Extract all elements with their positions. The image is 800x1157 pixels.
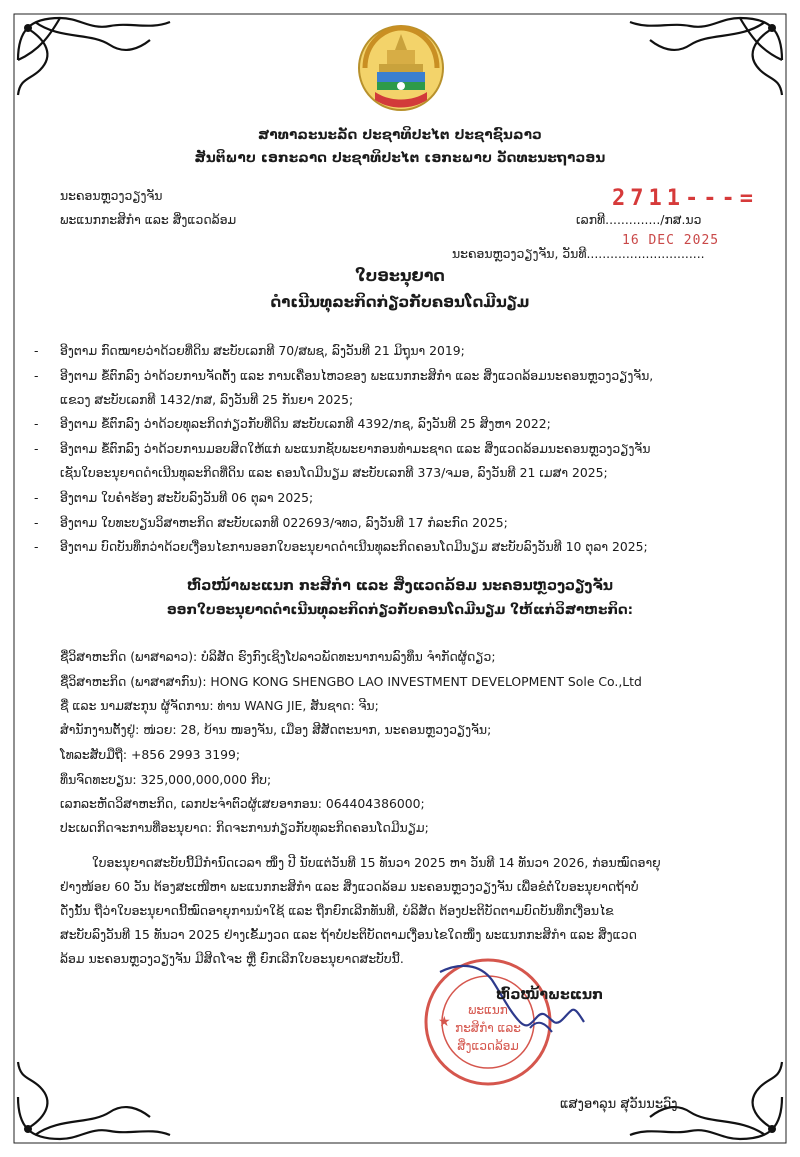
company-activity-type: ປະເພດກິດຈະການທີ່ອະນຸຍາດ: ກິດຈະການກ່ຽວກັບທຸລະກິດຄອນໂດມີນຽມ; <box>60 820 429 835</box>
svg-text:ສິ່ງແວດລ້ອມ: ສິ່ງແວດລ້ອມ <box>457 1039 519 1053</box>
reference-number <box>576 212 701 228</box>
registration-number-stamp: 2711---= <box>612 186 758 211</box>
signatory-title: ຫົວໜ້າພະແນກ <box>496 987 604 1003</box>
validity-line: ດັ່ງນັ້ນ ຖືວ່າໃບອະນຸຍາດນີ້ໝົດອາຍຸການນໍາໃຊ້ ແລະ ຖືກຍົກເລີກທັນທີ, ບໍລິສັດ ຕ້ອງປະຕິບັດຕາມບົດບັນທຶກເງື່ອນໄຂ <box>60 903 614 918</box>
document-title: ໃບອະນຸຍາດ <box>355 266 445 285</box>
svg-text:★: ★ <box>438 1014 451 1030</box>
legal-basis-item-cont: ເຊັນໃບອະນຸຍາດດໍາເນີນທຸລະກິດທີ່ດິນ ແລະ ຄອນໂດມີນຽມ ສະບັບເລກທີ 373/ຈມອ, ລົງວັນທີ 21 ເມສາ 2025; <box>60 465 608 480</box>
official-seal <box>420 952 590 1092</box>
grant-heading: ຫົວໜ້າພະແນກ ກະສິກໍາ ແລະ ສິ່ງແວດລ້ອມ ນະຄອນຫຼວງວຽງຈັນ <box>186 578 613 594</box>
svg-text:ກະສິກໍາ ແລະ: ກະສິກໍາ ແລະ <box>455 1021 521 1035</box>
reference-number-suffix: /ກສ.ນວ <box>660 212 702 227</box>
national-motto: ສັນຕິພາບ ເອກະລາດ ປະຊາທິປະໄຕ ເອກະພາບ ວັດທະນະຖາວອນ <box>194 150 606 166</box>
company-manager: ຊື່ ແລະ ນາມສະກຸນ ຜູ້ຈັດການ: ທ່ານ WANG JIE, ສັນຊາດ: ຈີນ; <box>60 698 379 713</box>
company-capital: ທຶນຈົດທະບຽນ: 325,000,000,000 ກີບ; <box>60 772 272 787</box>
company-address: ສໍານັກງານຕັ້ງຢູ່: ໜ່ວຍ: 28, ບ້ານ ໜອງຈັນ, ເມືອງ ສີສັດຕະນາກ, ນະຄອນຫຼວງວຽງຈັນ; <box>60 722 492 737</box>
document-subtitle: ດໍາເນີນທຸລະກິດກ່ຽວກັບຄອນໂດມີນຽມ <box>270 293 530 311</box>
legal-basis-item: ອີງຕາມ ຂໍ້ຕົກລົງ ວ່າດ້ວຍການຈັດຕັ້ງ ແລະ ການເຄື່ອນໄຫວຂອງ ພະແນກກະສິກໍາ ແລະ ສິ່ງແວດລ້ອມນະຄອນຫຼວງວຽງຈັນ, <box>60 368 654 383</box>
validity-line: ໃບອະນຸຍາດສະບັບນີ້ມີກໍານົດເວລາ ໜຶ່ງ ປີ ນັບແຕ່ວັນທີ 15 ທັນວາ 2025 ຫາ ວັນທີ 14 ທັນວາ 2026, ກ່ອນໝົດອາຍຸ <box>92 855 661 870</box>
national-emblem <box>355 22 447 112</box>
legal-basis-item-cont: ແຂວງ ສະບັບເລກທີ 1432/ກສ, ລົງວັນທີ 25 ກັນຍາ 2025; <box>60 392 354 407</box>
company-name-lao: ຊື່ວິສາຫະກິດ (ພາສາລາວ): ບໍລິສັດ ຮົງກົງເຊິງໂປລາວພັດທະນາການລົງທຶນ ຈໍາກັດຜູ້ດຽວ; <box>60 649 496 664</box>
signatory-name: ແສງອາລຸນ ສຸວັນນະວົງ <box>560 1097 678 1112</box>
svg-text:ພະແນກ: ພະແນກ <box>468 1003 508 1017</box>
issuer-city: ນະຄອນຫຼວງວຽງຈັນ <box>60 188 163 203</box>
issuer-department: ພະແນກກະສິກໍາ ແລະ ສິ່ງແວດລ້ອມ <box>60 212 237 227</box>
company-tax-id: ເລກລະຫັດວິສາຫະກິດ, ເລກປະຈໍາຕົວຜູ້ເສຍອາກອນ: 064404386000; <box>60 796 425 811</box>
company-phone: ໂທລະສັບມືຖື: +856 2993 3199; <box>60 747 241 762</box>
legal-basis-item: ອີງຕາມ ຂໍ້ຕົກລົງ ວ່າດ້ວຍທຸລະກິດກ່ຽວກັບທີ່ດິນ ສະບັບເລກທີ 4392/ກຊ, ລົງວັນທີ 25 ສິງຫາ 2022; <box>60 416 551 431</box>
validity-line: ຢ່າງໜ້ອຍ 60 ວັນ ຕ້ອງສະເໜີຫາ ພະແນກກະສິກໍາ ແລະ ສິ່ງແວດລ້ອມ ນະຄອນຫຼວງວຽງຈັນ ເພື່ອຂໍຕໍ່ໃບອະນຸຍາດຖ້າບໍ່ <box>60 879 639 894</box>
date-stamp: 16 DEC 2025 <box>622 233 720 248</box>
place-date-label: ນະຄອນຫຼວງວຽງຈັນ, ວັນທີ <box>452 246 587 261</box>
place-date <box>452 246 705 262</box>
validity-line: ລ້ອມ ນະຄອນຫຼວງວຽງຈັນ ມີສິດໂຈະ ຫຼື ຍົກເລີກໃບອະນຸຍາດສະບັບນີ້. <box>60 951 404 966</box>
reference-number-dots: .............. <box>605 212 661 227</box>
legal-basis-item: ອີງຕາມ ຂໍ້ຕົກລົງ ວ່າດ້ວຍການມອບສິດໃຫ້ແກ່ ພະແນກຊັບພະຍາກອນທໍາມະຊາດ ແລະ ສິ່ງແວດລ້ອມນະຄອນຫຼວງວຽງຈັນ <box>60 441 651 456</box>
legal-basis-item: ອີງຕາມ ໃບທະບຽນວິສາຫະກິດ ສະບັບເລກທີ 022693/ຈທວ, ລົງວັນທີ 17 ກໍລະກົດ 2025; <box>60 515 508 530</box>
legal-basis-item: ອີງຕາມ ໃບຄໍາຮ້ອງ ສະບັບລົງວັນທີ 06 ຕຸລາ 2025; <box>60 490 314 505</box>
validity-line: ສະບັບລົງວັນທີ 15 ທັນວາ 2025 ຢ່າງເຂັ້ມງວດ ແລະ ຖ້າບໍ່ປະຕິບັດຕາມເງື່ອນໄຂໃດໜຶ່ງ ພະແນກກະສິກໍາ ແລະ ສິ່ງແວດ <box>60 927 637 942</box>
country-name: ສາທາລະນະລັດ ປະຊາທິປະໄຕ ປະຊາຊົນລາວ <box>258 127 542 143</box>
reference-number-label: ເລກທີ <box>576 212 606 227</box>
legal-basis-item: ອີງຕາມ ກົດໝາຍວ່າດ້ວຍທີ່ດິນ ສະບັບເລກທີ 70/ສພຊ, ລົງວັນທີ 21 ມິຖຸນາ 2019; <box>60 343 465 358</box>
company-name-intl: ຊື່ວິສາຫະກິດ (ພາສາສາກົນ): HONG KONG SHENGBO LAO INVESTMENT DEVELOPMENT Sole Co.,Ltd <box>60 674 642 689</box>
place-date-dots: .............................. <box>586 246 705 261</box>
legal-basis-item: ອີງຕາມ ບົດບັນທຶກວ່າດ້ວຍເງື່ອນໄຂການອອກໃບອະນຸຍາດດໍາເນີນທຸລະກິດຄອນໂດມີນຽມ ສະບັບລົງວັນທີ 10 ຕຸລາ 2025; <box>60 539 648 554</box>
grant-subheading: ອອກໃບອະນຸຍາດດໍາເນີນທຸລະກິດກ່ຽວກັບຄອນໂດມີນຽມ ໃຫ້ແກ່ວິສາຫະກິດ: <box>166 602 634 618</box>
